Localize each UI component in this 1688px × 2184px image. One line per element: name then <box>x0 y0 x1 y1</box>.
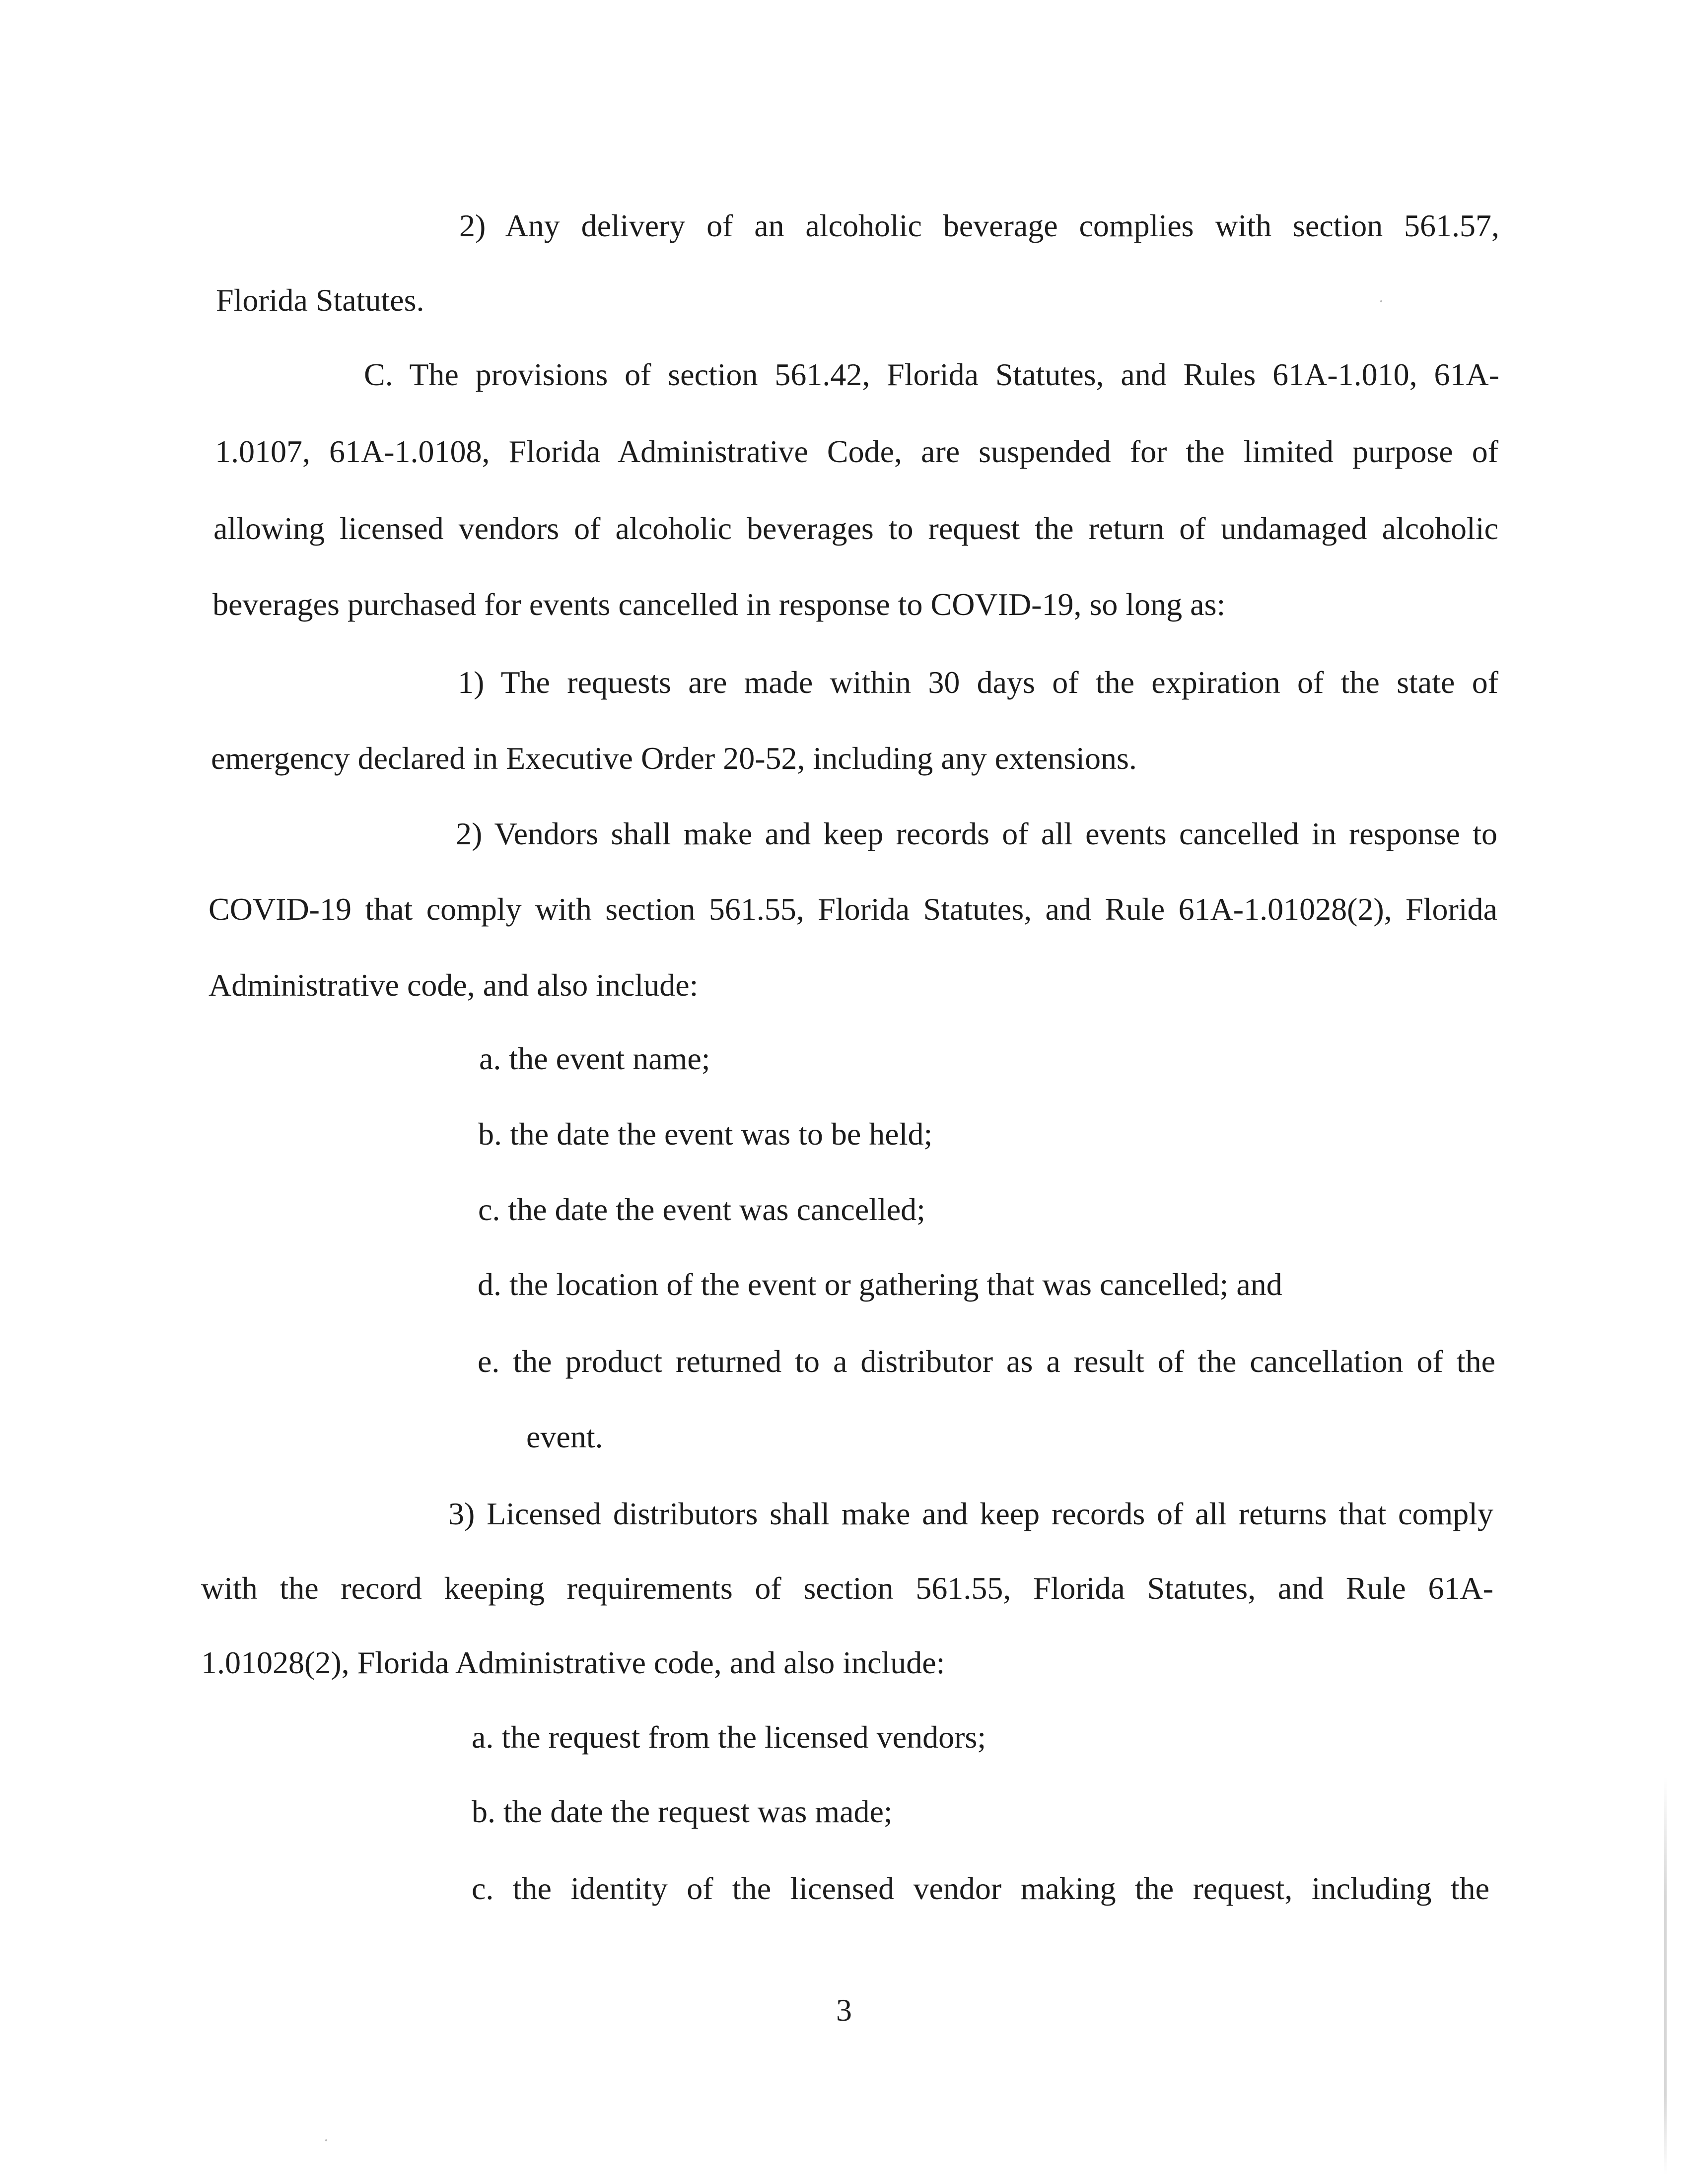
text-line: with the record keeping requirements of section 561.55, Florida Statutes, and Rule 61A- <box>201 1570 1493 1606</box>
item-3-distributors: 3) Licensed distributors shall make and keep records of all returns that comply <box>448 1496 1493 1531</box>
text-line: Administrative code, and also include: <box>209 967 699 1003</box>
scan-speck <box>325 2139 327 2141</box>
text-line: 1.0107, 61A-1.0108, Florida Administrative Code, are suspended for the limited purpose of <box>215 434 1498 469</box>
item-1-requests: 1) The requests are made within 30 days of the expiration of the state of <box>458 665 1498 700</box>
list-item: a. the request from the licensed vendors; <box>472 1719 986 1755</box>
scan-speck <box>1380 300 1382 302</box>
page-number: 3 <box>836 1992 852 2028</box>
list-item: b. the date the event was to be held; <box>478 1116 933 1152</box>
paragraph-c: C. The provisions of section 561.42, Florida Statutes, and Rules 61A-1.010, 61A- <box>364 357 1499 392</box>
text-line: event. <box>526 1419 603 1454</box>
text-line: beverages purchased for events cancelled in response to COVID-19, so long as: <box>212 587 1226 622</box>
list-item: c. the identity of the licensed vendor making the request, including the <box>472 1871 1489 1906</box>
text-line: Florida Statutes. <box>216 282 424 318</box>
list-item: b. the date the request was made; <box>472 1794 893 1829</box>
list-item: d. the location of the event or gathering that was cancelled; and <box>478 1267 1282 1302</box>
text-line: allowing licensed vendors of alcoholic beverages to request the return of undamaged alcoholic <box>213 511 1498 546</box>
list-item: a. the event name; <box>479 1041 710 1076</box>
text-line: 1.01028(2), Florida Administrative code, and also include: <box>201 1645 945 1680</box>
list-item: c. the date the event was cancelled; <box>478 1192 925 1227</box>
item-2-delivery: 2) Any delivery of an alcoholic beverage complies with section 561.57, <box>459 208 1499 243</box>
list-item: e. the product returned to a distributor as a result of the cancellation of the <box>478 1344 1495 1379</box>
text-line: emergency declared in Executive Order 20-52, including any extensions. <box>211 741 1137 776</box>
scan-edge-shadow <box>1664 1777 1667 2174</box>
item-2-vendors: 2) Vendors shall make and keep records of all events cancelled in response to <box>456 816 1497 851</box>
text-line: COVID-19 that comply with section 561.55, Florida Statutes, and Rule 61A-1.01028(2), Florida <box>209 891 1497 927</box>
